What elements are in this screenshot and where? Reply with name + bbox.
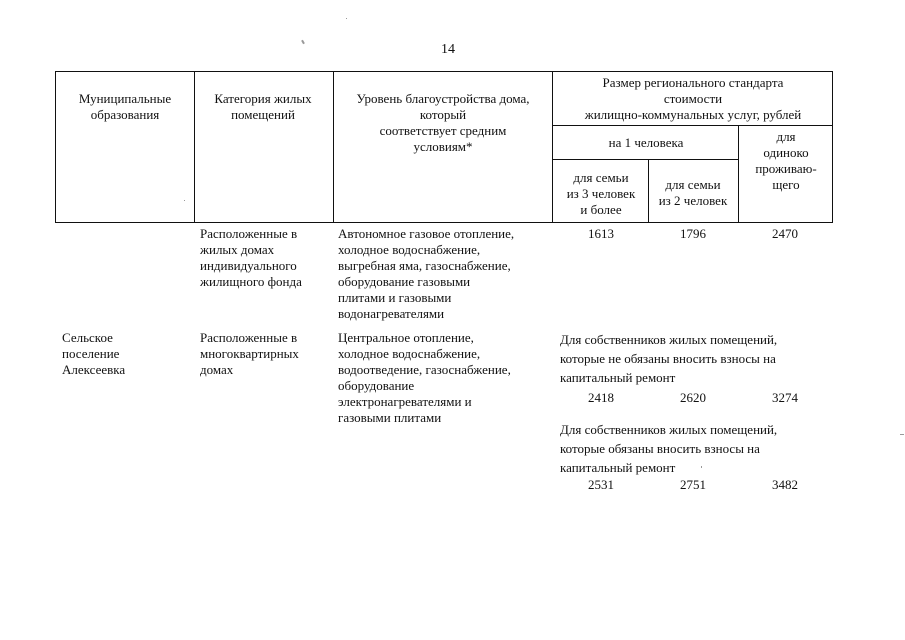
col-divider-2 [333,71,334,223]
table-header-bottom-border [55,222,833,223]
row2-category: Расположенные в многоквартирных домах [200,330,299,377]
row2-b-family2-value: 2751 [680,477,706,492]
col-divider-4 [648,160,649,223]
row1-single-value: 2470 [772,226,798,241]
row1-family3-value: 1613 [588,226,614,241]
table-top-border [55,71,833,72]
per-person-divider [552,159,738,160]
row1-family2-value: 1796 [680,226,706,241]
page-number: 14 [441,42,455,57]
row2-note-not-obliged: Для собственников жилых помещений, которые не обязаны вносить взносы на капитальный ремонт [560,332,778,385]
row1-improvement: Автономное газовое отопление, холодное водоснабжение, выгребная яма, газоснабжение, оборудование газовыми плитами и газовыми водонагревателями [338,226,515,321]
header-municipality: Муниципальные образования [78,91,172,122]
row1-category: Расположенные в жилых домах индивидуального жилищного фонда [200,226,302,289]
row2-a-family3-value: 2418 [588,390,614,405]
col-divider-3 [552,71,553,223]
row2-improvement: Центральное отопление, холодное водоснабжение, водоотведение, газоснабжение, оборудование электронагревателями и газовыми плитами [338,330,511,425]
row2-municipality: Сельское поселение Алексеевка [62,330,126,377]
scan-speck [301,40,305,44]
scan-speck [184,200,185,201]
scan-speck [900,434,904,435]
header-family3: для семьи из 3 человек и более [566,170,636,217]
header-per-person: на 1 человека [608,135,684,150]
row2-a-single-value: 3274 [772,390,798,405]
table-right-border [832,71,833,223]
header-family2: для семьи из 2 человек [658,177,728,208]
col-divider-1 [194,71,195,223]
row2-a-family2-value: 2620 [680,390,706,405]
table-left-border [55,71,56,223]
standard-divider [552,125,833,126]
row2-b-family3-value: 2531 [588,477,614,492]
header-single: для одиноко проживаю- щего [755,129,817,192]
header-improvement: Уровень благоустройства дома, который соответствует средним условиям* [356,91,530,154]
col-divider-5 [738,126,739,223]
row2-b-single-value: 3482 [772,477,798,492]
header-standard: Размер регионального стандарта стоимости жилищно-коммунальных услуг, рублей [584,75,802,122]
scan-speck [701,466,702,468]
header-category: Категория жилых помещений [214,91,312,122]
scan-speck [346,18,347,19]
row2-note-obliged: Для собственников жилых помещений, которые обязаны вносить взносы на капитальный ремонт [560,422,778,475]
